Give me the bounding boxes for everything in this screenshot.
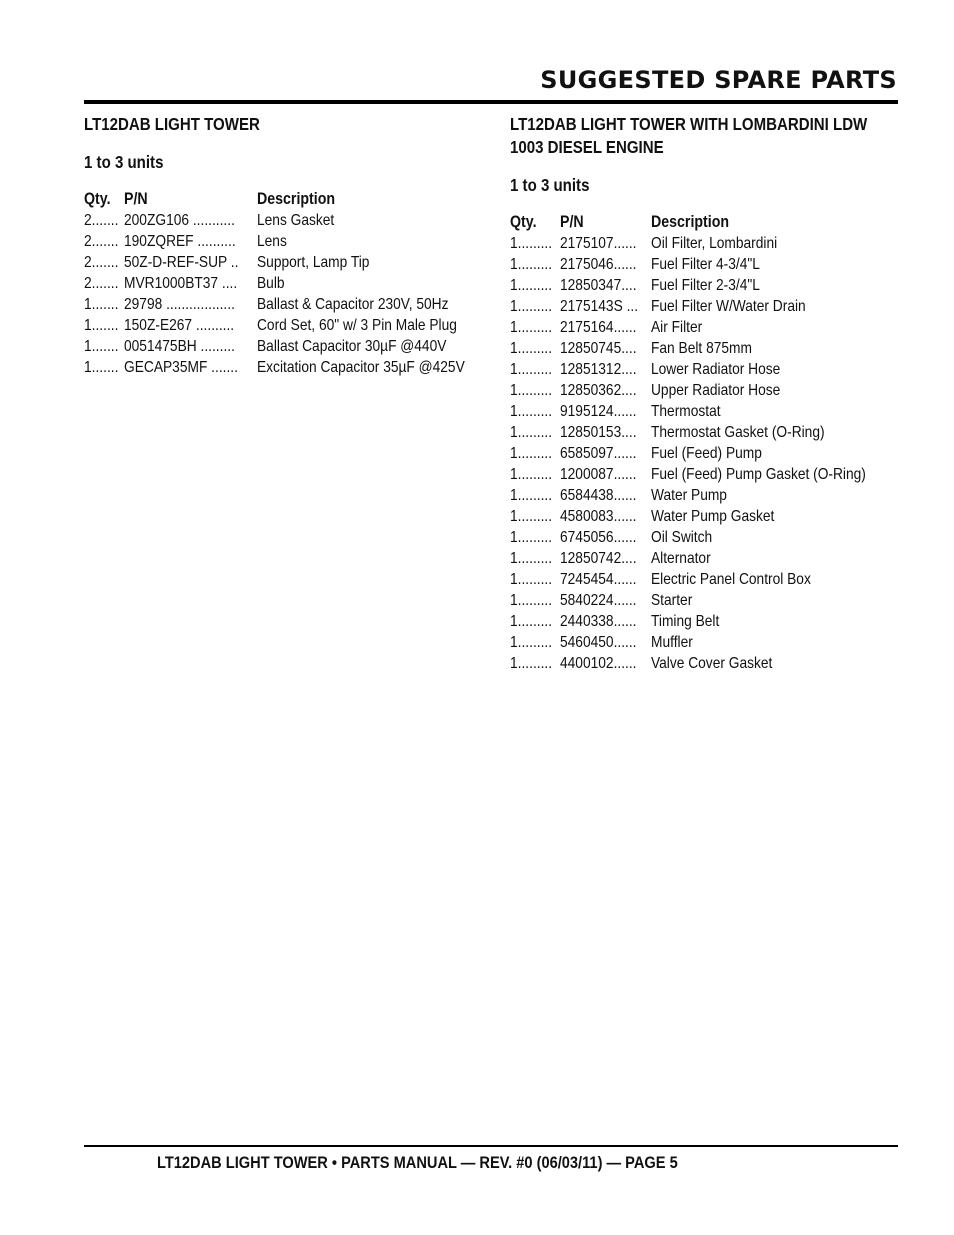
description-cell: Thermostat xyxy=(650,403,721,420)
pn-cell: 200ZG106 ........... xyxy=(124,212,235,229)
description-cell: Electric Panel Control Box xyxy=(650,571,811,588)
qty-cell: 1......... xyxy=(510,361,553,378)
table-row xyxy=(84,357,499,378)
page-footer: LT12DAB LIGHT TOWER • PARTS MANUAL — REV. #0 (06/03/11) — PAGE 5 xyxy=(156,1153,678,1172)
pn-cell: 12851312.... xyxy=(560,361,637,378)
description-cell: Support, Lamp Tip xyxy=(257,254,370,271)
pn-cell: 5840224...... xyxy=(560,592,637,609)
table-row xyxy=(84,231,499,252)
description-header: Description xyxy=(650,213,729,231)
table-row xyxy=(510,401,901,422)
pn-cell: 2175164...... xyxy=(560,319,637,336)
description-cell: Bulb xyxy=(257,275,285,292)
table-row xyxy=(84,252,499,273)
pn-cell: 12850153.... xyxy=(560,424,637,441)
pn-cell: 1200087...... xyxy=(560,466,637,483)
qty-cell: 2....... xyxy=(84,233,119,250)
qty-cell: 2....... xyxy=(84,212,119,229)
qty-cell: 1......... xyxy=(510,466,553,483)
description-cell: Excitation Capacitor 35µF @425V xyxy=(257,359,465,376)
table-row xyxy=(510,464,901,485)
pn-cell: 6745056...... xyxy=(560,529,637,546)
table-row xyxy=(510,569,901,590)
qty-cell: 1......... xyxy=(510,592,553,609)
table-row xyxy=(510,254,901,275)
pn-cell: 6585097...... xyxy=(560,445,637,462)
table-row xyxy=(510,590,901,611)
qty-cell: 1......... xyxy=(510,340,553,357)
qty-cell: 1......... xyxy=(510,424,553,441)
qty-header: Qty. xyxy=(84,190,111,208)
pn-cell: GECAP35MF ....... xyxy=(124,359,238,376)
left-units-label: 1 to 3 units xyxy=(84,152,164,172)
pn-cell: 2175046...... xyxy=(560,256,637,273)
title-rule xyxy=(84,100,898,104)
pn-cell: 50Z-D-REF-SUP .. xyxy=(124,254,239,271)
qty-cell: 2....... xyxy=(84,275,119,292)
table-row xyxy=(510,296,901,317)
description-cell: Fuel (Feed) Pump Gasket (O-Ring) xyxy=(650,466,866,483)
right-parts-table xyxy=(510,212,901,674)
table-row xyxy=(84,294,499,315)
description-cell: Valve Cover Gasket xyxy=(650,655,773,672)
table-row xyxy=(84,273,499,294)
pn-cell: MVR1000BT37 .... xyxy=(124,275,238,292)
table-row xyxy=(510,233,901,254)
qty-cell: 1......... xyxy=(510,298,553,315)
table-row xyxy=(510,506,901,527)
table-header-row xyxy=(84,189,499,210)
pn-cell: 4400102...... xyxy=(560,655,637,672)
table-row xyxy=(510,380,901,401)
qty-header: Qty. xyxy=(510,213,537,231)
pn-cell: 0051475BH ......... xyxy=(124,338,235,355)
qty-cell: 1......... xyxy=(510,571,553,588)
description-cell: Fuel (Feed) Pump xyxy=(650,445,762,462)
description-cell: Air Filter xyxy=(650,319,702,336)
right-parts-section xyxy=(510,113,910,674)
table-row xyxy=(510,338,901,359)
pn-cell: 190ZQREF .......... xyxy=(124,233,236,250)
qty-cell: 1....... xyxy=(84,317,119,334)
qty-cell: 1......... xyxy=(510,634,553,651)
description-cell: Thermostat Gasket (O-Ring) xyxy=(650,424,825,441)
qty-cell: 1......... xyxy=(510,277,553,294)
table-row xyxy=(84,210,499,231)
qty-cell: 1......... xyxy=(510,487,553,504)
left-parts-section xyxy=(84,113,484,378)
pn-cell: 7245454...... xyxy=(560,571,637,588)
qty-cell: 1......... xyxy=(510,613,553,630)
qty-cell: 1....... xyxy=(84,338,119,355)
description-header: Description xyxy=(257,190,336,208)
description-cell: Oil Switch xyxy=(650,529,712,546)
table-row xyxy=(510,317,901,338)
table-row xyxy=(84,336,499,357)
qty-cell: 1....... xyxy=(84,359,119,376)
table-row xyxy=(510,359,901,380)
qty-cell: 1......... xyxy=(510,382,553,399)
pn-cell: 12850745.... xyxy=(560,340,637,357)
description-cell: Lens xyxy=(257,233,287,250)
pn-cell: 2175143S ... xyxy=(560,298,639,315)
table-row xyxy=(510,611,901,632)
description-cell: Muffler xyxy=(650,634,693,651)
table-row xyxy=(510,632,901,653)
description-cell: Ballast Capacitor 30µF @440V xyxy=(257,338,447,355)
description-cell: Lens Gasket xyxy=(257,212,335,229)
qty-cell: 1......... xyxy=(510,508,553,525)
table-row xyxy=(510,485,901,506)
pn-cell: 9195124...... xyxy=(560,403,637,420)
pn-cell: 150Z-E267 .......... xyxy=(124,317,235,334)
qty-cell: 1......... xyxy=(510,256,553,273)
table-row xyxy=(510,548,901,569)
pn-cell: 12850362.... xyxy=(560,382,637,399)
description-cell: Upper Radiator Hose xyxy=(650,382,781,399)
table-row xyxy=(84,315,499,336)
table-row xyxy=(510,422,901,443)
description-cell: Fan Belt 875mm xyxy=(650,340,752,357)
qty-cell: 1......... xyxy=(510,550,553,567)
description-cell: Water Pump Gasket xyxy=(650,508,775,525)
footer-rule xyxy=(84,1145,898,1147)
description-cell: Lower Radiator Hose xyxy=(650,361,781,378)
pn-cell: 12850347.... xyxy=(560,277,637,294)
description-cell: Fuel Filter 4-3/4"L xyxy=(650,256,760,273)
description-cell: Alternator xyxy=(650,550,711,567)
pn-cell: 5460450...... xyxy=(560,634,637,651)
description-cell: Fuel Filter 2-3/4"L xyxy=(650,277,760,294)
left-section-title: LT12DAB LIGHT TOWER xyxy=(84,114,260,134)
pn-header: P/N xyxy=(124,190,148,208)
qty-cell: 1......... xyxy=(510,235,553,252)
page-title: SUGGESTED SPARE PARTS xyxy=(540,66,897,94)
qty-cell: 1......... xyxy=(510,529,553,546)
table-header-row xyxy=(510,212,901,233)
pn-cell: 2175107...... xyxy=(560,235,637,252)
table-row xyxy=(510,527,901,548)
table-row xyxy=(510,443,901,464)
pn-header: P/N xyxy=(560,213,584,231)
description-cell: Water Pump xyxy=(650,487,727,504)
qty-cell: 1......... xyxy=(510,403,553,420)
right-section-title: LT12DAB LIGHT TOWER WITH LOMBARDINI LDW 1003 DIESEL ENGINE xyxy=(510,114,868,157)
description-cell: Starter xyxy=(650,592,693,609)
pn-cell: 4580083...... xyxy=(560,508,637,525)
description-cell: Fuel Filter W/Water Drain xyxy=(650,298,806,315)
left-parts-table xyxy=(84,189,499,378)
pn-cell: 6584438...... xyxy=(560,487,637,504)
table-row xyxy=(510,653,901,674)
qty-cell: 1......... xyxy=(510,319,553,336)
description-cell: Cord Set, 60" w/ 3 Pin Male Plug xyxy=(257,317,458,334)
description-cell: Timing Belt xyxy=(650,613,720,630)
qty-cell: 1....... xyxy=(84,296,119,313)
pn-cell: 2440338...... xyxy=(560,613,637,630)
description-cell: Ballast & Capacitor 230V, 50Hz xyxy=(257,296,449,313)
pn-cell: 29798 .................. xyxy=(124,296,235,313)
description-cell: Oil Filter, Lombardini xyxy=(650,235,777,252)
qty-cell: 2....... xyxy=(84,254,119,271)
right-units-label: 1 to 3 units xyxy=(510,175,590,195)
qty-cell: 1......... xyxy=(510,445,553,462)
table-row xyxy=(510,275,901,296)
pn-cell: 12850742.... xyxy=(560,550,637,567)
qty-cell: 1......... xyxy=(510,655,553,672)
